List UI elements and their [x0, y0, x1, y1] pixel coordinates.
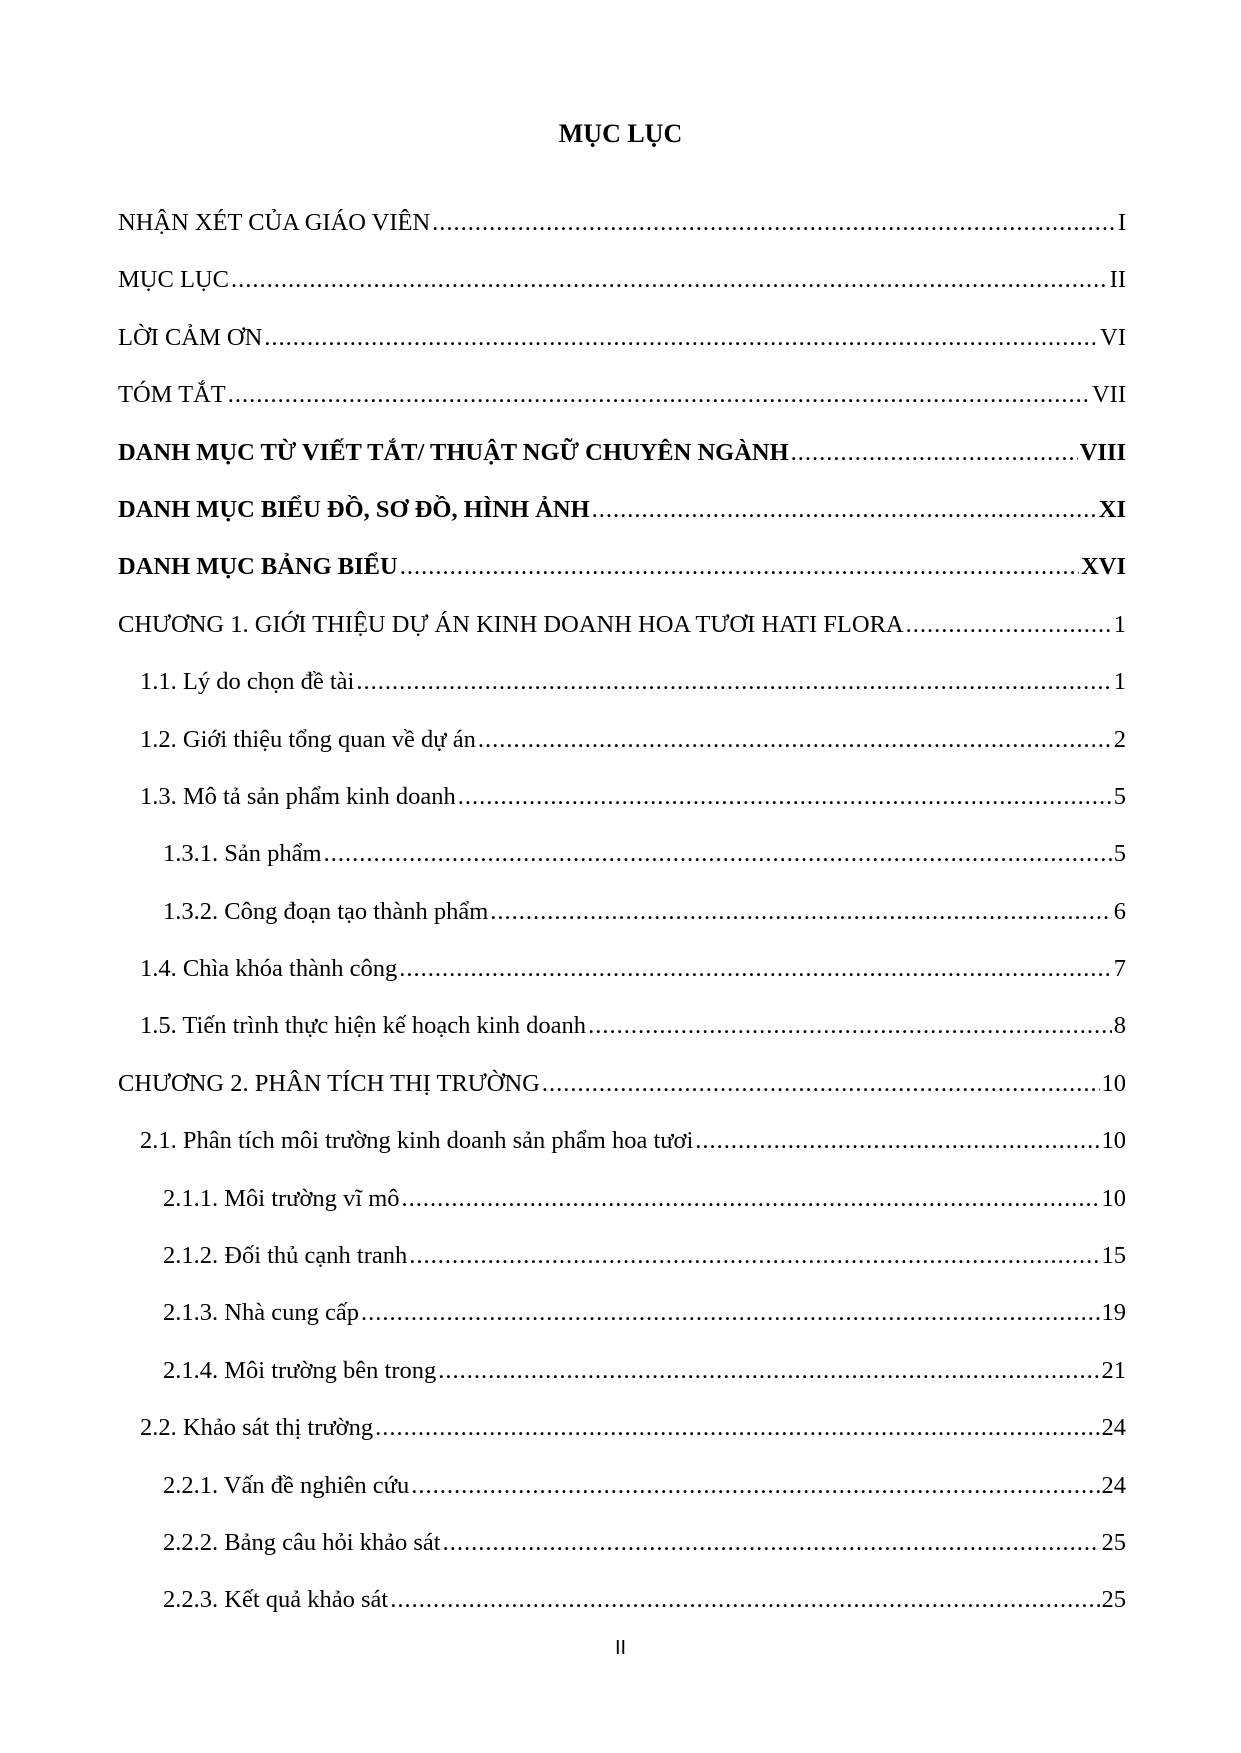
toc-entry-page: 10	[1101, 1127, 1126, 1155]
toc-dot-leader	[411, 1469, 1099, 1503]
toc-entry-label: 2.2.2. Bảng câu hỏi khảo sát	[163, 1528, 441, 1556]
toc-dot-leader	[390, 1583, 1099, 1617]
toc-entry[interactable]	[118, 1182, 1126, 1239]
toc-entry[interactable]	[118, 1354, 1126, 1411]
toc-dot-leader	[695, 1124, 1099, 1158]
toc-entry-page: 24	[1101, 1414, 1126, 1442]
toc-entry[interactable]	[118, 1526, 1126, 1583]
toc-entry-page: VI	[1100, 323, 1126, 351]
toc-entry-label: DANH MỤC TỪ VIẾT TẮT/ THUẬT NGỮ CHUYÊN NGÀNH	[118, 438, 789, 466]
toc-dot-leader	[458, 780, 1112, 814]
toc-dot-leader	[402, 1182, 1100, 1216]
toc-entry-page: 10	[1101, 1184, 1126, 1212]
toc-entry-page: 21	[1101, 1356, 1126, 1384]
toc-entry-page: VII	[1091, 381, 1126, 409]
toc-entry-label: 1.3.1. Sản phẩm	[163, 840, 322, 868]
toc-entry-label: 2.1.4. Môi trường bên trong	[163, 1356, 437, 1384]
toc-dot-leader	[432, 206, 1116, 240]
toc-dot-leader	[264, 321, 1098, 355]
toc-entry-page: II	[1109, 266, 1126, 294]
toc-title: MỤC LỤC	[558, 119, 683, 148]
toc-entry-page: 8	[1113, 1012, 1126, 1040]
toc-entry-label: 2.2. Khảo sát thị trường	[140, 1414, 374, 1442]
toc-entry-label: DANH MỤC BẢNG BIỂU	[118, 553, 398, 581]
toc-dot-leader	[438, 1354, 1099, 1388]
toc-entry[interactable]	[118, 608, 1126, 665]
toc-entry-page: 1	[1113, 668, 1126, 696]
toc-entry-label: MỤC LỤC	[118, 266, 229, 294]
toc-entry[interactable]	[118, 550, 1126, 607]
toc-dot-leader	[443, 1526, 1100, 1560]
toc-entry-page: 6	[1113, 897, 1126, 925]
toc-entry[interactable]	[118, 263, 1126, 320]
toc-dot-leader	[399, 952, 1112, 986]
toc-entry-page: XI	[1098, 495, 1126, 523]
toc-entry-page: VIII	[1079, 438, 1126, 466]
toc-entry-label: 2.1.3. Nhà cung cấp	[163, 1299, 359, 1327]
toc-entry-label: TÓM TẮT	[118, 381, 226, 409]
toc-dot-leader	[231, 263, 1108, 297]
toc-entry[interactable]	[118, 206, 1126, 263]
toc-entry-label: 1.5. Tiến trình thực hiện kế hoạch kinh doanh	[140, 1012, 587, 1040]
toc-entry-label: CHƯƠNG 2. PHÂN TÍCH THỊ TRƯỜNG	[118, 1069, 540, 1097]
toc-entry[interactable]	[118, 665, 1126, 722]
toc-entry-label: NHẬN XÉT CỦA GIÁO VIÊN	[118, 209, 431, 236]
toc-entry[interactable]	[118, 1411, 1126, 1468]
toc-entry-page: 5	[1113, 840, 1126, 868]
toc-entry-label: CHƯƠNG 1. GIỚI THIỆU DỰ ÁN KINH DOANH HOA TƯƠI HATI FLORA	[118, 610, 904, 638]
toc-entry[interactable]	[118, 436, 1126, 493]
toc-entry-page: 25	[1101, 1528, 1126, 1556]
toc-entry-label: 1.3.2. Công đoạn tạo thành phẩm	[163, 897, 489, 925]
toc-entry-label: 1.1. Lý do chọn đề tài	[140, 668, 355, 696]
toc-dot-leader	[356, 665, 1111, 699]
toc-entry-page: 25	[1101, 1586, 1126, 1614]
toc-list	[118, 206, 1126, 1641]
toc-dot-leader	[375, 1411, 1099, 1445]
toc-entry-label: LỜI CẢM ƠN	[118, 323, 263, 351]
toc-entry-label: 2.1.2. Đối thủ cạnh tranh	[163, 1242, 408, 1270]
toc-entry[interactable]	[118, 321, 1126, 378]
toc-entry-page: 19	[1101, 1299, 1126, 1327]
toc-dot-leader	[906, 608, 1112, 642]
toc-entry-page: XVI	[1081, 553, 1126, 581]
toc-entry-page: 24	[1101, 1471, 1126, 1499]
toc-entry[interactable]	[118, 780, 1126, 837]
toc-entry-label: 2.2.1. Vấn đề nghiên cứu	[163, 1471, 410, 1499]
page-number: II	[614, 1637, 627, 1659]
toc-entry-page: 15	[1101, 1242, 1126, 1270]
toc-entry-label: 2.1.1. Môi trường vĩ mô	[163, 1184, 400, 1212]
toc-entry[interactable]	[118, 1009, 1126, 1066]
toc-dot-leader	[478, 723, 1112, 757]
toc-entry-label: 2.2.3. Kết quả khảo sát	[163, 1586, 389, 1614]
toc-dot-leader	[361, 1296, 1100, 1330]
toc-dot-leader	[542, 1067, 1100, 1101]
toc-dot-leader	[324, 837, 1112, 871]
toc-entry-label: 1.4. Chìa khóa thành công	[140, 955, 398, 983]
toc-entry-page: 1	[1113, 610, 1126, 638]
toc-entry[interactable]	[118, 952, 1126, 1009]
toc-entry[interactable]	[118, 493, 1126, 550]
toc-dot-leader	[400, 550, 1079, 584]
toc-entry[interactable]	[118, 1583, 1126, 1640]
toc-entry-page: 2	[1113, 725, 1126, 753]
toc-dot-leader	[791, 436, 1078, 470]
toc-entry-page: I	[1117, 209, 1126, 236]
toc-dot-leader	[592, 493, 1097, 527]
toc-entry[interactable]	[118, 1469, 1126, 1526]
toc-entry-label: 1.3. Mô tả sản phẩm kinh doanh	[140, 782, 456, 810]
toc-entry[interactable]	[118, 723, 1126, 780]
toc-entry[interactable]	[118, 837, 1126, 894]
toc-dot-leader	[409, 1239, 1099, 1273]
toc-entry[interactable]	[118, 1067, 1126, 1124]
toc-entry[interactable]	[118, 1239, 1126, 1296]
toc-entry-label: DANH MỤC BIỂU ĐỒ, SƠ ĐỒ, HÌNH ẢNH	[118, 495, 590, 523]
toc-entry[interactable]	[118, 1124, 1126, 1181]
toc-entry-page: 10	[1101, 1069, 1126, 1097]
toc-entry[interactable]	[118, 895, 1126, 952]
toc-entry-label: 1.2. Giới thiệu tổng quan về dự án	[140, 725, 476, 753]
toc-entry-label: 2.1. Phân tích môi trường kinh doanh sản phẩm hoa tươi	[140, 1127, 694, 1155]
toc-dot-leader	[588, 1009, 1112, 1043]
toc-dot-leader	[490, 895, 1111, 929]
toc-entry-page: 7	[1113, 955, 1126, 983]
toc-dot-leader	[228, 378, 1090, 412]
toc-entry[interactable]	[118, 1296, 1126, 1353]
toc-entry-page: 5	[1113, 782, 1126, 810]
toc-entry[interactable]	[118, 378, 1126, 435]
